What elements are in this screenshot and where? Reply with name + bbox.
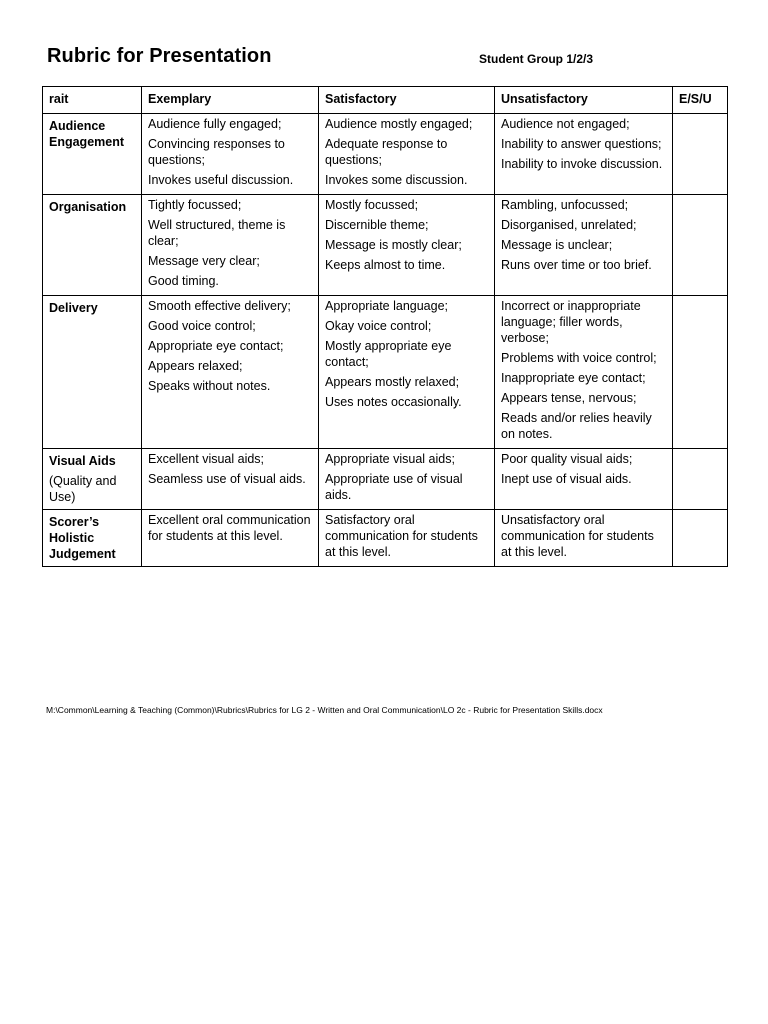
satisfactory-criterion: Invokes some discussion. (325, 173, 468, 187)
rubric-body (43, 114, 728, 567)
satisfactory-criterion: Mostly appropriate eye contact; (325, 339, 452, 369)
satisfactory-cell (319, 114, 495, 195)
trait-label: Organisation (49, 200, 127, 214)
exemplary-criterion: Message very clear; (148, 254, 260, 268)
exemplary-criterion: Appears relaxed; (148, 359, 243, 373)
esu-score-cell[interactable] (673, 114, 728, 195)
esu-score-cell[interactable] (673, 195, 728, 296)
footer-file-path: M:\Common\Learning & Teaching (Common)\Rubrics\Rubrics for LG 2 - Written and Oral Communication\LO 2c - Rubric for Presentation Skills.docx (46, 705, 603, 715)
exemplary-criterion: Audience fully engaged; (148, 117, 282, 131)
satisfactory-criterion: Message is mostly clear; (325, 238, 462, 252)
table-row (43, 510, 728, 567)
esu-score-cell[interactable] (673, 296, 728, 449)
table-row (43, 449, 728, 510)
satisfactory-cell (319, 195, 495, 296)
unsatisfactory-criterion: Disorganised, unrelated; (501, 218, 637, 232)
unsatisfactory-criterion: Poor quality visual aids; (501, 452, 633, 466)
satisfactory-criterion: Okay voice control; (325, 319, 432, 333)
exemplary-criterion: Excellent oral communication for students at this level. (148, 513, 311, 543)
unsatisfactory-cell (495, 195, 673, 296)
trait-cell (43, 195, 142, 296)
student-group-label: Student Group 1/2/3 (479, 52, 594, 66)
satisfactory-criterion: Mostly focussed; (325, 198, 419, 212)
trait-sublabel: (Quality and Use) (49, 474, 117, 504)
table-row (43, 296, 728, 449)
exemplary-criterion: Good timing. (148, 274, 219, 288)
rubric-table (42, 86, 728, 567)
unsatisfactory-criterion: Message is unclear; (501, 238, 613, 252)
satisfactory-criterion: Adequate response to questions; (325, 137, 448, 167)
trait-label: Scorer’s Holistic Judgement (49, 515, 116, 561)
exemplary-cell (142, 195, 319, 296)
satisfactory-cell (319, 449, 495, 510)
exemplary-cell (142, 449, 319, 510)
page-title: Rubric for Presentation (47, 45, 272, 67)
unsatisfactory-criterion: Inability to answer questions; (501, 137, 662, 151)
exemplary-cell (142, 510, 319, 567)
unsatisfactory-cell (495, 510, 673, 567)
trait-label: Delivery (49, 301, 98, 315)
exemplary-criterion: Well structured, theme is clear; (148, 218, 286, 248)
exemplary-criterion: Convincing responses to questions; (148, 137, 285, 167)
trait-cell (43, 449, 142, 510)
satisfactory-cell (319, 296, 495, 449)
exemplary-criterion: Good voice control; (148, 319, 256, 333)
unsatisfactory-criterion: Unsatisfactory oral communication for students at this level. (501, 513, 654, 559)
unsatisfactory-criterion: Incorrect or inappropriate language; filler words, verbose; (501, 299, 641, 345)
satisfactory-criterion: Appropriate visual aids; (325, 452, 455, 466)
trait-cell (43, 510, 142, 567)
unsatisfactory-criterion: Inappropriate eye contact; (501, 371, 646, 385)
exemplary-criterion: Excellent visual aids; (148, 452, 265, 466)
unsatisfactory-criterion: Reads and/or relies heavily on notes. (501, 411, 652, 441)
unsatisfactory-criterion: Inept use of visual aids. (501, 472, 632, 486)
satisfactory-criterion: Uses notes occasionally. (325, 395, 462, 409)
exemplary-criterion: Tightly focussed; (148, 198, 242, 212)
unsatisfactory-criterion: Rambling, unfocussed; (501, 198, 629, 212)
unsatisfactory-criterion: Problems with voice control; (501, 351, 657, 365)
table-row (43, 195, 728, 296)
header-row (43, 87, 728, 114)
header-unsatisfactory: Unsatisfactory (495, 87, 673, 114)
trait-cell (43, 296, 142, 449)
unsatisfactory-criterion: Runs over time or too brief. (501, 258, 652, 272)
header-esu: E/S/U (673, 87, 728, 114)
unsatisfactory-criterion: Appears tense, nervous; (501, 391, 637, 405)
unsatisfactory-cell (495, 114, 673, 195)
satisfactory-criterion: Appropriate language; (325, 299, 449, 313)
unsatisfactory-criterion: Audience not engaged; (501, 117, 630, 131)
exemplary-criterion: Invokes useful discussion. (148, 173, 294, 187)
satisfactory-criterion: Audience mostly engaged; (325, 117, 473, 131)
exemplary-criterion: Appropriate eye contact; (148, 339, 284, 353)
exemplary-cell (142, 296, 319, 449)
satisfactory-cell (319, 510, 495, 567)
unsatisfactory-criterion: Inability to invoke discussion. (501, 157, 663, 171)
exemplary-criterion: Speaks without notes. (148, 379, 271, 393)
satisfactory-criterion: Discernible theme; (325, 218, 429, 232)
satisfactory-criterion: Satisfactory oral communication for students at this level. (325, 513, 478, 559)
satisfactory-criterion: Appropriate use of visual aids. (325, 472, 463, 502)
header-exemplary: Exemplary (142, 87, 319, 114)
satisfactory-criterion: Keeps almost to time. (325, 258, 446, 272)
exemplary-criterion: Seamless use of visual aids. (148, 472, 306, 486)
header-trait: rait (43, 87, 142, 114)
exemplary-criterion: Smooth effective delivery; (148, 299, 291, 313)
trait-label: Visual Aids (49, 454, 116, 468)
satisfactory-criterion: Appears mostly relaxed; (325, 375, 460, 389)
esu-score-cell[interactable] (673, 449, 728, 510)
trait-cell (43, 114, 142, 195)
table-row (43, 114, 728, 195)
trait-label: Audience Engagement (49, 119, 125, 149)
exemplary-cell (142, 114, 319, 195)
unsatisfactory-cell (495, 449, 673, 510)
unsatisfactory-cell (495, 296, 673, 449)
esu-score-cell[interactable] (673, 510, 728, 567)
header-satisfactory: Satisfactory (319, 87, 495, 114)
